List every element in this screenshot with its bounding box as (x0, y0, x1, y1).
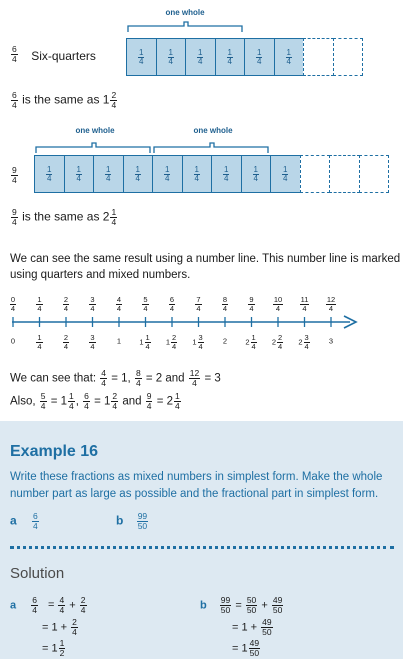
quarter-cell: $\frac{1}{4}$ (34, 155, 65, 193)
solution-a-line-3: = 1 $\frac{1}{2}$ (42, 638, 65, 658)
quarter-cell: $\frac{1}{4}$ (185, 38, 216, 76)
row2-statement: $\frac{9}{4}$ is the same as 2 $\frac{1}{4}$ (12, 207, 117, 227)
quarter-cell: $\frac{1}{4}$ (152, 155, 183, 193)
quarter-cell: $\frac{1}{4}$ (211, 155, 242, 193)
number-line-top-label: $\frac{1}{4}$ (37, 295, 42, 313)
number-line-top-label: $\frac{4}{4}$ (116, 295, 122, 313)
number-line (0, 310, 403, 332)
number-line-bottom-label: 2 $\frac{3}{4}$ (298, 333, 309, 351)
row1-label (10, 45, 96, 64)
quarter-cell: $\frac{1}{4}$ (126, 38, 157, 76)
quarter-cell: $\frac{1}{4}$ (93, 155, 124, 193)
number-line-bottom-label: 1 $\frac{2}{4}$ (165, 333, 177, 351)
solution-b-line-2: = 1 + $\frac{49}{50}$ (232, 617, 272, 637)
row2-brace-label-1: one whole (75, 126, 115, 135)
conclusion-line-1: We can see that: $\frac{4}{4}$ = 1, $\frac{8}{4}$ = 2 and $\frac{12}{4}$ = 3 (10, 368, 221, 388)
dotted-divider (10, 546, 394, 549)
quarter-cell: $\frac{1}{4}$ (215, 38, 246, 76)
number-line-top-label: $\frac{11}{4}$ (300, 295, 309, 313)
number-line-bottom-label: 1 $\frac{3}{4}$ (192, 333, 203, 351)
number-line-top-label: $\frac{7}{4}$ (196, 295, 201, 313)
number-line-top-label: $\frac{10}{4}$ (273, 295, 283, 313)
quarter-cell: $\frac{1}{4}$ (270, 155, 301, 193)
number-line-bottom-label: $\frac{2}{4}$ (63, 333, 69, 351)
row1-fraction-bar (126, 38, 362, 76)
solution-b-line-1: b $\frac{99}{50}$ = $\frac{50}{50}$ + $\frac{49}{50}$ (200, 595, 283, 615)
number-line-top-label: $\frac{3}{4}$ (90, 295, 95, 313)
empty-cell (329, 155, 360, 193)
number-line-top-label: $\frac{8}{4}$ (222, 295, 228, 313)
solution-a-line-1: a $\frac{6}{4}$ = $\frac{4}{4}$ + $\frac{2}{4}$ (10, 595, 86, 615)
empty-cell (303, 38, 334, 76)
number-line-top-label: $\frac{6}{4}$ (169, 295, 175, 313)
number-line-bottom-label: 2 $\frac{2}{4}$ (271, 333, 283, 351)
number-line-top-label: $\frac{12}{4}$ (326, 295, 336, 313)
number-line-bottom-label: 0 (10, 336, 16, 346)
row1-label-fraction: $\frac{6}{4}$ (12, 44, 17, 64)
paragraph-line-2: using quarters and mixed numbers. (10, 269, 191, 281)
example-title: Example 16 (10, 443, 99, 460)
quarter-cell: $\frac{1}{4}$ (241, 155, 272, 193)
example-part-b: b $\frac{99}{50}$ (116, 511, 148, 531)
number-line-bottom-label: 2 (222, 336, 228, 346)
example-part-a: a $\frac{6}{4}$ (10, 511, 38, 531)
number-line-top-label: $\frac{5}{4}$ (143, 295, 148, 313)
quarter-cell: $\frac{1}{4}$ (156, 38, 187, 76)
paragraph-line-1: We can see the same result using a number line. This number line is marked (10, 253, 401, 265)
row2-brace-label-2: one whole (193, 126, 233, 135)
row1-statement: $\frac{6}{4}$ is the same as 1 $\frac{2}{4}$ (12, 90, 117, 110)
number-line-bottom-label: 2 $\frac{1}{4}$ (245, 333, 256, 351)
number-line-bottom-label: $\frac{1}{4}$ (37, 333, 42, 351)
empty-cell (300, 155, 331, 193)
number-line-top-label: $\frac{2}{4}$ (63, 295, 69, 313)
number-line-bottom-label: 1 $\frac{1}{4}$ (139, 333, 150, 351)
conclusion-line-2: Also, $\frac{5}{4}$ = 1 $\frac{1}{4}$ , $\frac{6}{4}$ = 1 $\frac{2}{4}$ and $\frac{9}{4}$ = 2 $\frac{1}{4}$ (10, 391, 180, 411)
solution-a-line-2: = 1 + $\frac{2}{4}$ (42, 617, 77, 637)
row1-brace-label: one whole (165, 8, 205, 17)
number-line-top-label: $\frac{0}{4}$ (10, 295, 16, 313)
solution-title: Solution (10, 565, 65, 582)
example-instruction-line-1: Write these fractions as mixed numbers in simplest form. Make the whole (10, 471, 383, 483)
empty-cell (333, 38, 364, 76)
number-line-top-label: $\frac{9}{4}$ (249, 295, 254, 313)
row2-fraction-bar (34, 155, 388, 193)
quarter-cell: $\frac{1}{4}$ (244, 38, 275, 76)
quarter-cell: $\frac{1}{4}$ (123, 155, 154, 193)
quarter-cell: $\frac{1}{4}$ (274, 38, 305, 76)
number-line-bottom-label: $\frac{3}{4}$ (90, 333, 95, 351)
number-line-bottom-label: 1 (116, 336, 122, 346)
row2-label: $\frac{9}{4}$ (12, 165, 17, 185)
solution-b-line-3: = 1 $\frac{49}{50}$ (232, 638, 260, 658)
row1-label-text: Six-quarters (31, 48, 96, 63)
example-instruction-line-2: number part as large as possible and the fractional part in simplest form. (10, 488, 379, 500)
quarter-cell: $\frac{1}{4}$ (64, 155, 95, 193)
number-line-bottom-label: 3 (328, 336, 334, 346)
quarter-cell: $\frac{1}{4}$ (182, 155, 213, 193)
empty-cell (359, 155, 390, 193)
